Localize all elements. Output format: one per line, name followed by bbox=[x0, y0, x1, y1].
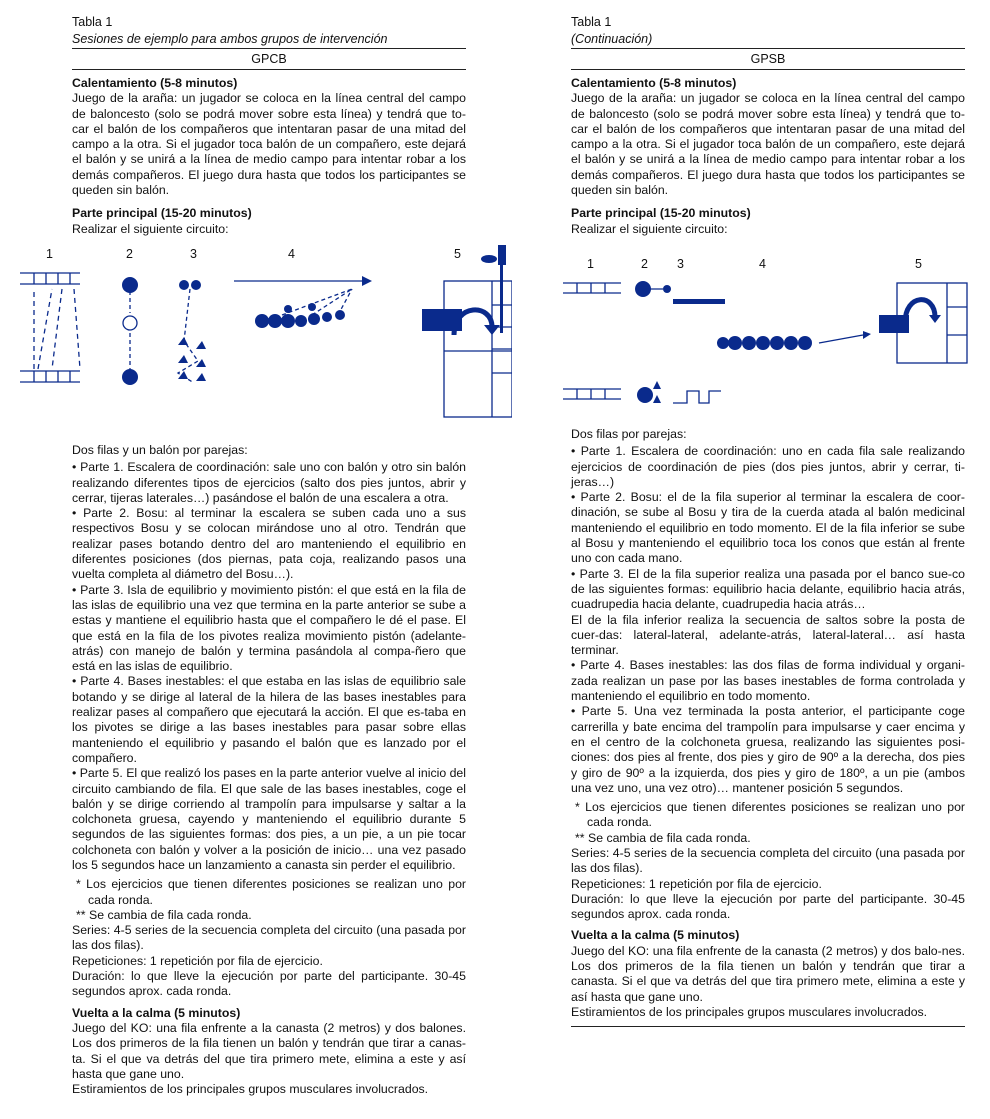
circuit-figure-gpcb bbox=[12, 243, 472, 439]
figure-number: 5 bbox=[915, 256, 922, 271]
figure-number: 2 bbox=[126, 246, 133, 261]
ball-icon bbox=[179, 280, 189, 290]
warmup-title: Calentamiento (5-8 minutos) bbox=[72, 76, 238, 90]
base-icon bbox=[717, 337, 729, 349]
list-item: • Parte 2. Bosu: el de la fila superior al terminar la escalera de coor-dinación, se sube al Bosu y tira de la cuerda atada al balón medicinal manteniendo el equilibrio en todo momento. El de la fila inferior se sube al Bosu y manteniendo el equilibrio toca los conos que están al frente uno con cada mano. bbox=[571, 490, 965, 566]
base-icon bbox=[784, 336, 798, 350]
cone-icon bbox=[178, 337, 188, 345]
note-2: ** Se cambia de fila cada ronda. bbox=[76, 907, 252, 922]
cone-icon bbox=[653, 395, 661, 403]
table-subtitle: Sesiones de ejemplo para ambos grupos de intervención bbox=[72, 32, 388, 46]
post-icon bbox=[500, 265, 503, 333]
ladder-icon bbox=[563, 283, 621, 293]
ladder-icon bbox=[20, 273, 80, 284]
cone-icon bbox=[178, 355, 188, 363]
group-rule bbox=[571, 69, 965, 70]
table-label: Tabla 1 bbox=[72, 15, 113, 29]
ladder-icon bbox=[563, 389, 621, 399]
arrow-line bbox=[819, 335, 863, 343]
list-item: • Parte 1. Escalera de coordinación: uno en cada fila sale realizando ejercicios de coordinación de pies (dos pies juntos, abrir y cerrar, ti-jeras…) bbox=[571, 444, 965, 489]
figure-number: 5 bbox=[454, 246, 461, 261]
cone-icon bbox=[196, 359, 206, 367]
arrow-head bbox=[362, 276, 372, 286]
ladder-icon bbox=[20, 371, 80, 382]
pairs-intro: Dos filas por parejas: bbox=[571, 426, 687, 441]
stretch-text: Estiramientos de los principales grupos musculares involucrados. bbox=[571, 1004, 928, 1019]
list-item: • Parte 3. El de la fila superior realiza una pasada por el banco sue-co de las siguientes formas: equilibrio hacia delante, equilibrio hacia atrás, cuadrupedia hacia delante, cuadrupedia hacia atrás… bbox=[571, 566, 965, 612]
figure-number: 4 bbox=[288, 246, 295, 261]
list-item: • Parte 5. El que realizó los pases en la parte anterior vuelve al inicio del circuito cambiando de fila. El que sale de las bases inestables, coge el balón y se dirige corriendo al trampolín para impulsarse y saltar a la colchoneta gruesa, cayendo y manteniendo el equilibrio durante 5 segundos de las siguientes formas: dos pies, a un pie, a un pie tocar colchoneta con balón y volver a la posición de inicio… una vez pasado los 5 segundos hace un lanzamiento a canasta sin perder el equilibrio. bbox=[72, 766, 466, 872]
ball-icon bbox=[308, 303, 316, 311]
list-item: El de la fila inferior realiza la secuencia de saltos sobre la posta de cuer-das: lateral-lateral, adelante-atrás, lateral-lateral… así hasta terminar. bbox=[571, 612, 965, 658]
bench-icon bbox=[673, 299, 725, 304]
ball-icon bbox=[122, 277, 138, 293]
pairs-intro: Dos filas y un balón por parejas: bbox=[72, 442, 248, 457]
left-column bbox=[46, 14, 466, 1097]
figure-number: 3 bbox=[190, 246, 197, 261]
bosu-icon bbox=[123, 316, 137, 330]
circuit-diagram-gpcb bbox=[12, 243, 512, 439]
warmup-text: Juego de la araña: un jugador se coloca en la línea central del campo de baloncesto (solo se podrá mover sobre esta línea) y tendrá que to-car el balón de los compañeros que intentaran pasar de una mitad del campo a la otra. Si el jugador toca balón de un compañero, este dejará el balón y se unirá a la línea de medio campo para intentar robar a los demás compañeros. El juego dura hasta que todos los participantes se queden sin balón. bbox=[72, 91, 466, 198]
base-icon bbox=[770, 336, 784, 350]
jump-arrow bbox=[905, 300, 935, 323]
table-label: Tabla 1 bbox=[571, 15, 612, 29]
figure-number: 1 bbox=[46, 246, 53, 261]
figure-number: 3 bbox=[677, 256, 684, 271]
reps-text: Repeticiones: 1 repetición por fila de ejercicio. bbox=[571, 876, 822, 891]
ball-icon bbox=[122, 369, 138, 385]
base-icon bbox=[268, 314, 282, 328]
main-intro: Realizar el siguiente circuito: bbox=[571, 221, 728, 236]
list-item: • Parte 5. Una vez terminada la posta anterior, el participante coge carrerilla y bate encima del trampolín para impulsarse y caer encima y en el centro de la colchoneta gruesa, realizando las siguientes posi-ciones: dos pies al frente, dos pies y giro de 90º a la derecha, dos pies y giro de 90º a la izquierda, dos pies y giro de 180º, a un pie (ambos una vez uno, una vez otro)… mantener posición 5 segundos. bbox=[571, 704, 965, 795]
group-header: GPSB bbox=[750, 52, 786, 66]
cone-icon bbox=[196, 373, 206, 381]
circuit-figure-gpsb bbox=[571, 243, 981, 423]
arrow-head bbox=[929, 315, 941, 323]
base-icon bbox=[255, 314, 269, 328]
reps-text: Repeticiones: 1 repetición por fila de ejercicio. bbox=[72, 953, 323, 968]
stretch-text: Estiramientos de los principales grupos musculares involucrados. bbox=[72, 1082, 429, 1097]
main-title: Parte principal (15-20 minutos) bbox=[571, 206, 751, 221]
note-2: ** Se cambia de fila cada ronda. bbox=[575, 830, 751, 845]
parts-list bbox=[72, 460, 466, 873]
rope-steps-icon bbox=[673, 391, 721, 403]
list-item: • Parte 4. Bases inestables: el que estaba en las islas de equilibrio sale botando y se dirige al lateral de la hilera de las bases inestables para realizar pases al compañero que ejecutará la acción. El que es-taba en los pivotes se dirige a las bases inestables para pasar sobre ellas manteniendo el equilibrio y pasando el balón que es lanzado por el compañero. bbox=[72, 674, 466, 765]
circuit-diagram-gpsb bbox=[563, 243, 973, 423]
bosu-icon bbox=[637, 387, 653, 403]
list-item: • Parte 4. Bases inestables: las dos filas de forma individual y organi-zada realizan un pase por las bases inestables de forma controlada y manteniendo el equilibrio en todo momento. bbox=[571, 658, 965, 704]
cone-icon bbox=[653, 381, 661, 389]
series-text: Series: 4-5 series de la secuencia completa del circuito (una pasada por las dos filas). bbox=[72, 923, 466, 953]
figure-number: 4 bbox=[759, 256, 766, 271]
warmup-title: Calentamiento (5-8 minutos) bbox=[571, 76, 737, 90]
bottom-rule bbox=[571, 1026, 965, 1027]
base-icon bbox=[756, 336, 770, 350]
main-title: Parte principal (15-20 minutos) bbox=[72, 206, 252, 221]
pass-arrows bbox=[34, 289, 80, 369]
list-item: • Parte 3. Isla de equilibrio y movimiento pistón: el que está en la fila de las islas de equilibrio una vez que termina en la parte anterior se sube a estas y mantiene el equilibrio hasta que el compañero le dé el pase. El que está en la fila de los pivotes realiza movimiento pistón (adelante-atrás) con manejo de balón y termina pasándola al compa-ñero que está en las islas de equilibrio. bbox=[72, 582, 466, 674]
note-1: * Los ejercicios que tienen diferentes posiciones se realizan uno por cada ronda. bbox=[575, 800, 965, 830]
group-header: GPCB bbox=[251, 52, 287, 66]
trampoline-icon bbox=[422, 309, 462, 331]
duration-text: Duración: lo que lleve la ejecución por parte del participante. 30-45 segundos aprox. cada ronda. bbox=[72, 969, 466, 999]
cooldown-text: Juego del KO: una fila enfrente a la canasta (2 metros) y dos balones. Los dos primeros de la fila tienen un balón y tendrán que tirar a canas-ta. Si el que va detrás del que tira primero mete, elimina a este y así hasta que gane uno. bbox=[72, 1020, 466, 1081]
cooldown-text: Juego del KO: una fila enfrente de la canasta (2 metros) y dos balo-nes. Los dos primeros de la fila tienen un balón y tendrán que tirar a canasta. Si el que va detrás del que tira primero mete, elimina a este y así hasta que gane uno. bbox=[571, 943, 965, 1004]
table-subtitle: (Continuación) bbox=[571, 32, 653, 46]
list-item: • Parte 2. Bosu: al terminar la escalera se suben cada uno a sus respectivos Bosu y se colocan mirándose uno al otro. Tendrán que realizar pases botando dentro del aro manteniendo el equilibrio en diferentes posiciones (dos piernas, pata coja, realizando pasos una vuelta completa al diámetro del Bosu…). bbox=[72, 506, 466, 582]
base-icon bbox=[281, 314, 295, 328]
base-icon bbox=[322, 312, 332, 322]
arrow-head bbox=[484, 325, 500, 335]
ball-icon bbox=[191, 280, 201, 290]
cooldown-title: Vuelta a la calma (5 minutos) bbox=[72, 1005, 241, 1020]
base-icon bbox=[295, 315, 307, 327]
warmup-text: Juego de la araña: un jugador se coloca en la línea central del campo de baloncesto (solo se podrá mover sobre esta línea) y tendrá que to-car el balón de los compañeros que intentaran pasar de una mitad del campo a la otra. Si el jugador toca balón de un compañero, este dejará el balón y se unirá a la línea de medio campo para intentar robar a los demás compañeros. El juego dura hasta que todos los participantes se queden sin balón. bbox=[571, 91, 965, 198]
arrow-head bbox=[863, 331, 871, 339]
series-text: Series: 4-5 series de la secuencia completa del circuito (una pasada por las dos filas). bbox=[571, 845, 965, 876]
trampoline-icon bbox=[879, 315, 909, 333]
group-rule bbox=[72, 69, 466, 70]
note-1: * Los ejercicios que tienen diferentes posiciones se realizan uno por cada ronda. bbox=[76, 877, 466, 907]
duration-text: Duración: lo que lleve la ejecución por parte del participante. 30-45 segundos aprox. cada ronda. bbox=[571, 891, 965, 922]
zigzag-path bbox=[178, 289, 198, 383]
ball-icon bbox=[284, 305, 292, 313]
base-icon bbox=[335, 310, 345, 320]
hoop-icon bbox=[481, 255, 497, 263]
main-intro: Realizar el siguiente circuito: bbox=[72, 221, 229, 236]
right-column bbox=[571, 14, 965, 1027]
parts-list bbox=[571, 444, 965, 796]
base-icon bbox=[308, 313, 320, 325]
ball-icon bbox=[635, 281, 651, 297]
ball-icon bbox=[663, 285, 671, 293]
base-icon bbox=[742, 336, 756, 350]
cooldown-title: Vuelta a la calma (5 minutos) bbox=[571, 928, 740, 943]
cone-icon bbox=[196, 341, 206, 349]
figure-number: 1 bbox=[587, 256, 594, 271]
base-icon bbox=[728, 336, 742, 350]
backboard-icon bbox=[498, 245, 506, 265]
base-icon bbox=[798, 336, 812, 350]
list-item: • Parte 1. Escalera de coordinación: sale uno con balón y otro sin balón realizando diferentes tipos de ejercicios (salto dos pies juntos, abrir y cerrar, tijeras laterales…) pasándose el balón de una escalera a otra. bbox=[72, 460, 466, 505]
figure-number: 2 bbox=[641, 256, 648, 271]
